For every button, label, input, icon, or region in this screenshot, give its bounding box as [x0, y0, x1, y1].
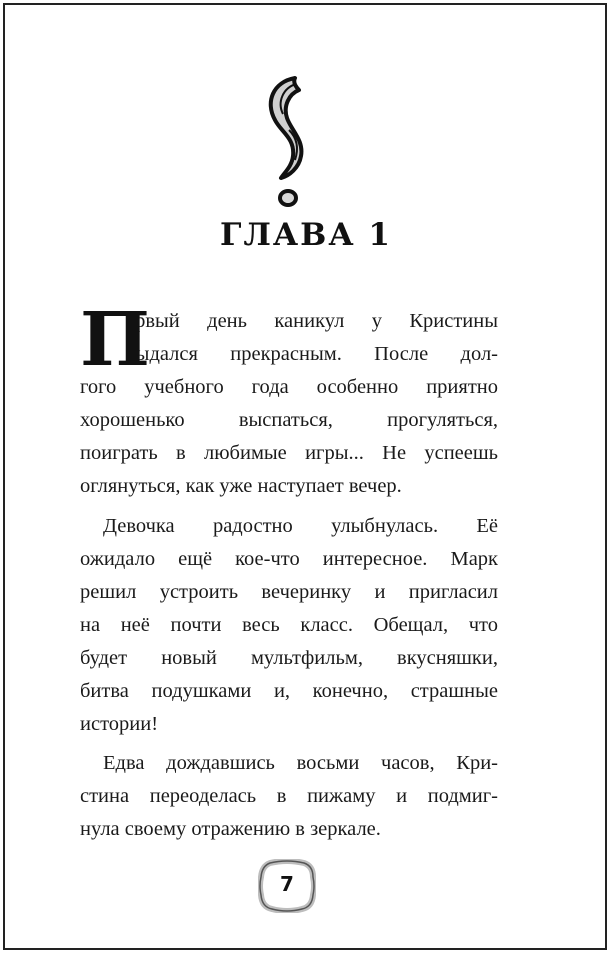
text-line: ожидало ещё кое-что интересное. Марк: [80, 547, 498, 570]
question-mark-emblem-icon: [255, 72, 325, 212]
body-text: [80, 297, 498, 847]
chapter-title: ГЛАВА 1: [220, 217, 392, 253]
text-line: битва подушками и, конечно, страшные: [80, 680, 498, 703]
drop-cap: П: [80, 297, 150, 383]
paragraph-3: [80, 747, 498, 846]
text-line: нула своему отражению в зеркале.: [80, 818, 381, 841]
text-line: на неё почти весь класс. Обещал, что: [80, 613, 498, 636]
page-number: 7: [280, 872, 294, 896]
text-line: ервый день каникул у Кристины: [126, 310, 498, 332]
text-line: выдался прекрасным. После дол-: [126, 343, 498, 366]
text-line: Девочка радостно улыбнулась. Её: [103, 514, 498, 537]
text-line: Едва дождавшись восьми часов, Кри-: [103, 752, 498, 775]
text-line: поиграть в любимые игры... Не успеешь: [80, 442, 498, 465]
text-line: стина переоделась в пижаму и подмиг-: [80, 785, 498, 808]
paragraph-2: [80, 510, 498, 742]
text-line: хорошенько выспаться, прогуляться,: [80, 409, 498, 432]
text-line: истории!: [80, 713, 159, 736]
text-line: решил устроить вечеринку и пригласил: [80, 580, 498, 603]
text-line: будет новый мультфильм, вкусняшки,: [80, 646, 498, 669]
text-line: гого учебного года особенно приятно: [80, 376, 498, 399]
paragraph-1: [80, 297, 498, 504]
text-line: оглянуться, как уже наступает вечер.: [80, 475, 402, 498]
